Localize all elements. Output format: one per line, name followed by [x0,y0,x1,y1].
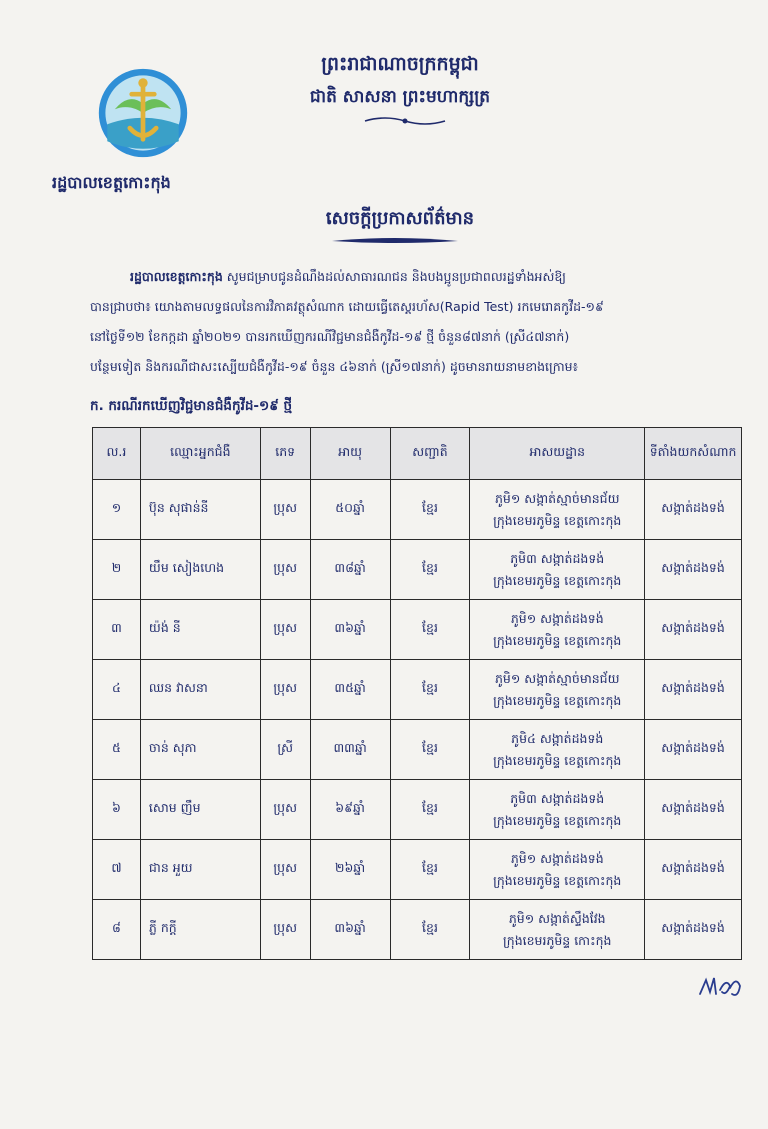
col-header-sample-site: ទីតាំងយកសំណាក [645,428,742,480]
table-row [93,480,742,540]
cell-address: ភូមិ១ សង្កាត់ដងទង់ ក្រុងខេមរភូមិន្ទ ខេត្តកោះកុង [470,600,645,660]
title-underline [330,236,460,246]
organization-name: រដ្ឋបាលខេត្តកោះកុង [52,173,171,192]
cell-sample-site: សង្កាត់ដងទង់ [645,780,742,840]
cell-age: ៣៣ឆ្នាំ [310,720,390,780]
col-header-nationality: សញ្ជាតិ [390,428,470,480]
cell-sex: ប្រុស [260,840,310,900]
table-row [93,780,742,840]
cell-no: ៨ [93,900,141,960]
cell-no: ៣ [93,600,141,660]
col-header-no: ល.រ [93,428,141,480]
cell-age: ៦៩ឆ្នាំ [310,780,390,840]
provincial-seal-logo [96,66,190,160]
cell-name: ឈន វាសនា [140,660,260,720]
cell-nationality: ខ្មែរ [390,780,470,840]
cell-no: ២ [93,540,141,600]
ornament-divider [360,114,450,128]
cell-name: យឹម សៀងហេង [140,540,260,600]
cell-sex: ប្រុស [260,480,310,540]
col-header-address: អាសយដ្ឋាន [470,428,645,480]
cell-sample-site: សង្កាត់ដងទង់ [645,840,742,900]
cell-nationality: ខ្មែរ [390,840,470,900]
cell-name: ជាន អួយ [140,840,260,900]
col-header-age: អាយុ [310,428,390,480]
cell-no: ៥ [93,720,141,780]
cell-sex: ប្រុស [260,600,310,660]
cell-address: ភូមិ១ សង្កាត់ស្មាច់មានជ័យ ក្រុងខេមរភូមិន្ទ ខេត្តកោះកុង [470,480,645,540]
paragraph-line-2: បានជ្រាបថា៖ យោងតាមលទ្ធផលនៃការវិភាគវត្ថុសំណាក ដោយធ្វើតេស្តរហ័ស(Rapid Test) រកមេរោគកូវីដ-១៩ [90,299,604,314]
paragraph-line-1: រដ្ឋបាលខេត្តកោះកុង សូមជម្រាបជូនដំណឹងដល់សាធារណជន និងបងប្អូនប្រជាពលរដ្ឋទាំងអស់ឱ្យ [130,269,567,284]
cell-sample-site: សង្កាត់ដងទង់ [645,900,742,960]
cell-age: ៣៦ឆ្នាំ [310,900,390,960]
cell-name: សោម ញឹម [140,780,260,840]
cell-name: ប៊ុន សុផាន់នី [140,480,260,540]
cell-sex: ប្រុស [260,900,310,960]
cell-no: ៦ [93,780,141,840]
document-title: សេចក្តីប្រកាសព័ត៌មាន [325,208,475,229]
handwritten-signature [696,972,746,1002]
cell-sample-site: សង្កាត់ដងទង់ [645,480,742,540]
cell-name: ចាន់ សុភា [140,720,260,780]
cell-no: ១ [93,480,141,540]
cell-sex: ប្រុស [260,780,310,840]
table-row [93,720,742,780]
paragraph-line-4: បន្ថែមទៀត និងករណីជាសះស្បើយជំងឺកូវីដ-១៩ ចំនួន ៤៦នាក់ (ស្រី១៧នាក់) ដូចមានរាយនាមខាងក្រោម៖ [90,359,579,374]
col-header-sex: ភេទ [260,428,310,480]
cell-no: ៤ [93,660,141,720]
cell-age: ៣៥ឆ្នាំ [310,660,390,720]
table-row [93,660,742,720]
cell-nationality: ខ្មែរ [390,540,470,600]
cell-sex: ប្រុស [260,660,310,720]
cell-age: ២៦ឆ្នាំ [310,840,390,900]
table-row [93,900,742,960]
cell-nationality: ខ្មែរ [390,720,470,780]
paragraph-lead: រដ្ឋបាលខេត្តកោះកុង [130,269,223,284]
table-row [93,600,742,660]
cell-sample-site: សង្កាត់ដងទង់ [645,720,742,780]
cell-sample-site: សង្កាត់ដងទង់ [645,600,742,660]
section-heading: ក. ករណីរកឃើញវិជ្ជមានជំងឺកូវីដ-១៩ ថ្មី [90,398,293,414]
table-row [93,540,742,600]
cell-age: ៣៨ឆ្នាំ [310,540,390,600]
cell-sex: ស្រី [260,720,310,780]
col-header-name: ឈ្មោះអ្នកជំងឺ [140,428,260,480]
cell-address: ភូមិ៣ សង្កាត់ដងទង់ ក្រុងខេមរភូមិន្ទ ខេត្តកោះកុង [470,540,645,600]
cell-no: ៧ [93,840,141,900]
cell-name: យ៉ង់ នី [140,600,260,660]
paragraph-line-3: នៅថ្ងៃទី១២ ខែកក្កដា ឆ្នាំ២០២១ បានរកឃើញករណីវិជ្ជមានជំងឺកូវីដ-១៩ ថ្មី ចំនួន៨៧នាក់ (ស្រី៤៧នាក់) [90,329,570,344]
cell-nationality: ខ្មែរ [390,480,470,540]
table-header-row [93,428,742,480]
cell-sample-site: សង្កាត់ដងទង់ [645,660,742,720]
table-row [93,840,742,900]
new-cases-table [92,427,742,960]
cell-address: ភូមិ៤ សង្កាត់ដងទង់ ក្រុងខេមរភូមិន្ទ ខេត្តកោះកុង [470,720,645,780]
cell-sex: ប្រុស [260,540,310,600]
cell-nationality: ខ្មែរ [390,600,470,660]
cell-age: ៥០ឆ្នាំ [310,480,390,540]
cell-name: ភ្លី កក្តី [140,900,260,960]
cell-nationality: ខ្មែរ [390,900,470,960]
cell-age: ៣៦ឆ្នាំ [310,600,390,660]
cell-address: ភូមិ១ សង្កាត់ស្មាច់មានជ័យ ក្រុងខេមរភូមិន្ទ ខេត្តកោះកុង [470,660,645,720]
kingdom-heading: ព្រះរាជាណាចក្រកម្ពុជា [321,53,479,75]
cell-address: ភូមិ១ សង្កាត់ស្ទឹងវែង ក្រុងខេមរភូមិន្ទ កោះកុង [470,900,645,960]
cell-address: ភូមិ៣ សង្កាត់ដងទង់ ក្រុងខេមរភូមិន្ទ ខេត្តកោះកុង [470,780,645,840]
announcement-paragraph [90,262,710,382]
national-motto: ជាតិ សាសនា ព្រះមហាក្សត្រ [309,87,491,107]
cell-sample-site: សង្កាត់ដងទង់ [645,540,742,600]
cell-address: ភូមិ១ សង្កាត់ដងទង់ ក្រុងខេមរភូមិន្ទ ខេត្តកោះកុង [470,840,645,900]
cell-nationality: ខ្មែរ [390,660,470,720]
